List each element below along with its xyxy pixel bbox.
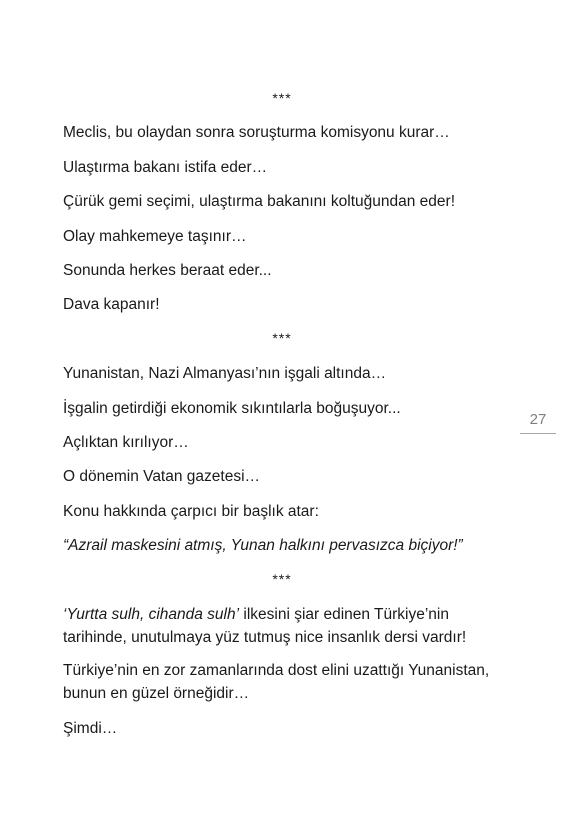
section-separator-3: ***: [272, 571, 292, 587]
text-line: Açlıktan kırılıyor…: [63, 434, 189, 451]
newspaper-headline-quote: “Azrail maskesini atmış, Yunan halkını pervasızca biçiyor!”: [63, 537, 463, 554]
paragraph-text: ilkesini şiar edinen Türkiye’nin: [239, 606, 449, 623]
text-line: İşgalin getirdiği ekonomik sıkıntılarla boğuşuyor...: [63, 400, 401, 417]
text-line: Olay mahkemeye taşınır…: [63, 228, 247, 245]
text-line: O dönemin Vatan gazetesi…: [63, 468, 261, 485]
page-number: 27: [529, 411, 547, 428]
section-separator-2: ***: [272, 330, 292, 346]
paragraph-line: bunun en güzel örneğidir…: [63, 685, 250, 702]
motto-italic: ‘Yurtta sulh, cihanda sulh’: [63, 606, 240, 623]
text-line: Meclis, bu olaydan sonra soruşturma komisyonu kurar…: [63, 124, 450, 141]
page-number-rule: [520, 433, 556, 434]
text-line: Konu hakkında çarpıcı bir başlık atar:: [63, 503, 319, 520]
text-line: Dava kapanır!: [63, 296, 160, 313]
text-line: Sonunda herkes beraat eder...: [63, 262, 272, 279]
text-line: Çürük gemi seçimi, ulaştırma bakanını koltuğundan eder!: [63, 193, 456, 210]
text-line: Yunanistan, Nazi Almanyası’nın işgali altında…: [63, 365, 387, 382]
section-separator-1: ***: [272, 90, 292, 106]
text-line: Ulaştırma bakanı istifa eder…: [63, 159, 268, 176]
paragraph-line: Şimdi…: [63, 720, 118, 737]
paragraph-line: Türkiye’nin en zor zamanlarında dost elini uzattığı Yunanistan,: [63, 662, 490, 679]
paragraph-line: tarihinde, unutulmaya yüz tutmuş nice insanlık dersi vardır!: [63, 629, 467, 646]
paragraph-line: [63, 605, 449, 625]
